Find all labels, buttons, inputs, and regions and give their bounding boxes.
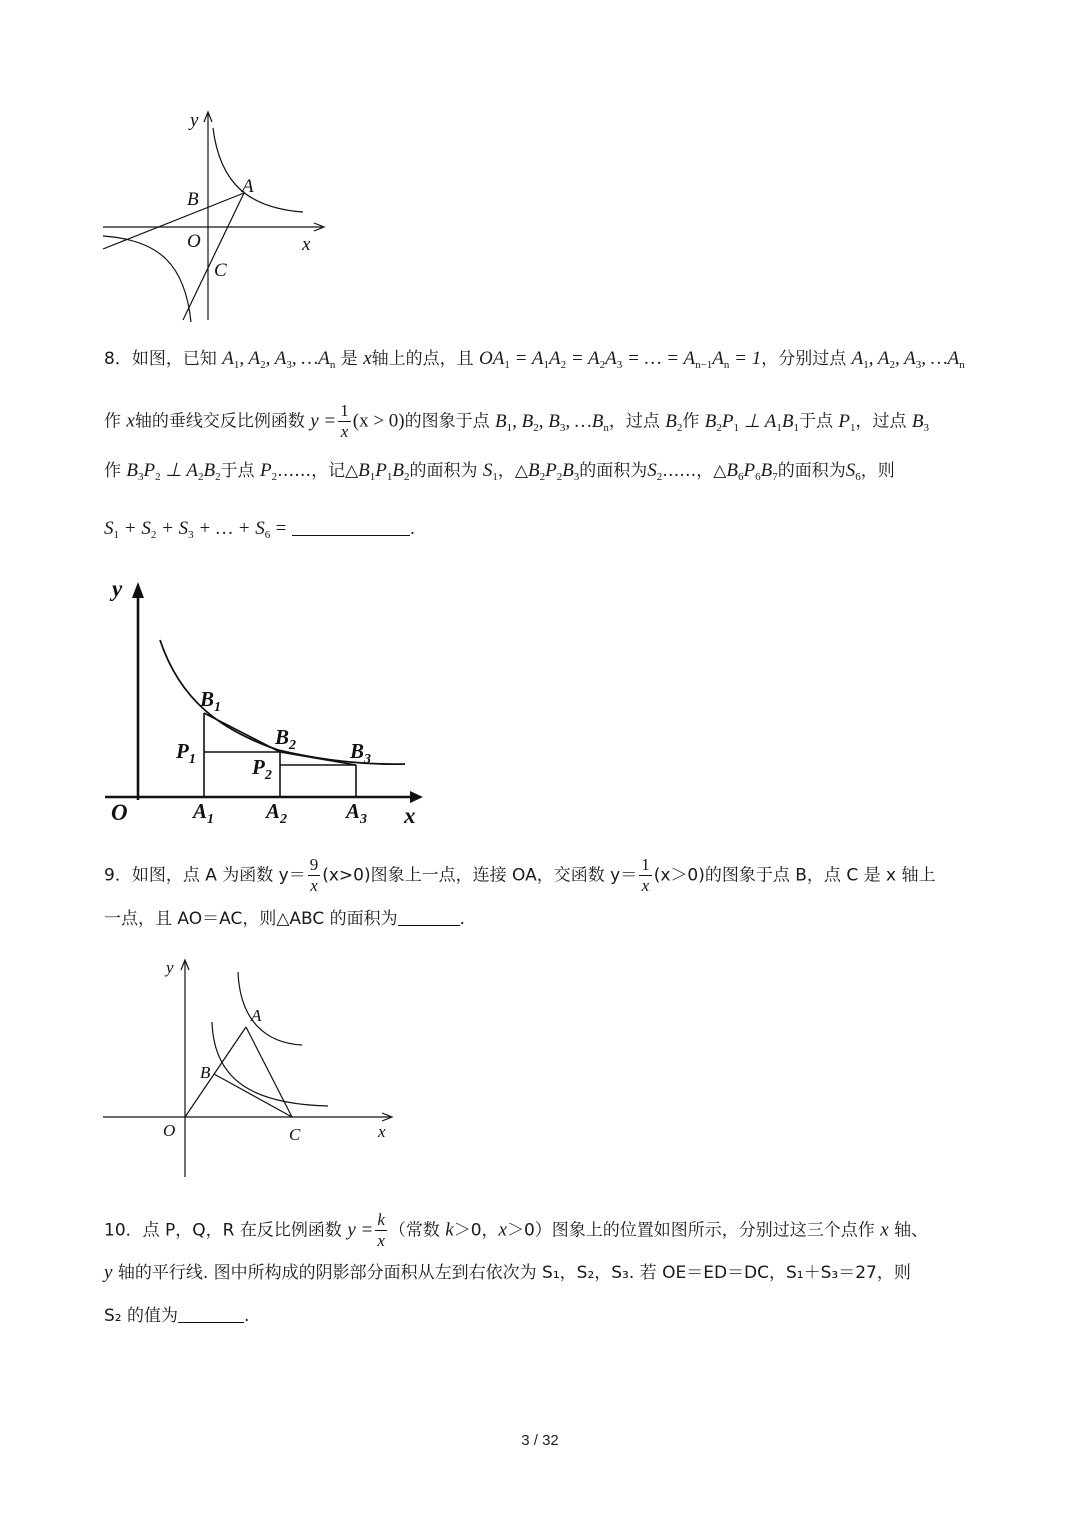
question-7-figure [96,110,336,326]
y-axis-arrow [132,582,144,598]
page-number: 3 / 32 [521,1432,559,1449]
line-ac [103,193,244,249]
q9-line-1: 9．如图，点 A 为函数 y＝ $\frac{9}{x}$ (x>0)图象上一点，连接 OA，交函数 y＝ $\frac{1}{x}$ (x＞0)的图象于点 B，点 C 是 x 轴上 [104,855,936,895]
answer-blank [292,519,410,536]
fig9-label-a: A [251,1006,262,1025]
fraction-k-over-x: $\frac{k}{x}$ [377,1210,385,1250]
answer-blank [398,909,460,926]
q10-line-3: S₂ 的值为 . [104,1306,250,1326]
fig8-label-b1: B [200,687,215,711]
fig8-label-a2: A [266,799,281,823]
segment-oa [185,1027,246,1117]
fig7-label-b: B [187,189,199,210]
fig8-label-a1: A [193,799,208,823]
fig9-label-b: B [200,1063,211,1082]
fig8-label-a3: A [346,799,361,823]
fraction-1-over-x: $\frac{1}{x}$ [641,855,650,895]
svg-text:A1: $A_1$ [193,799,215,827]
question-8-figure [98,570,428,830]
q8-line-3: 作 $B_3P_2$ ⊥ $A_2B_2$于点 $P_2\dots\dots$，记$\triangle B_1P_1B_2$的面积为 $S_1$，$\triangle B_2P_2B_3$的面积为$S_2\dots\dots$，$\triangle B_6P_6B_7$的面积为$S_6$，则 [104,460,895,483]
hyperbola-branch-lower [103,236,191,322]
q8-line-4: $S_1 + S_2 + S_3$ + … + $S_6$ = . [104,518,416,541]
x-axis-arrow [410,791,423,803]
fig7-label-a: A [242,176,254,197]
svg-text:P1: $P_1$ [176,739,196,767]
fig9-label-o: O [163,1121,176,1140]
segment-ac [246,1027,292,1117]
segment-b2-b3 [280,752,356,765]
svg-text:B2: $B_2$ [275,725,297,753]
segment-bc [214,1074,292,1117]
fraction-1-over-x: $\frac{1}{x}$ [340,401,349,441]
answer-blank [178,1306,244,1323]
segment-b1-b2 [204,713,280,752]
fig9-label-x: x [378,1122,386,1141]
curve-9-over-x [238,972,302,1045]
fig8-label-x: x [404,803,416,828]
fig7-label-c: C [214,260,227,281]
question-9-figure [98,955,398,1180]
fig8-label-p1: P [176,739,189,763]
q9-line-2: 一点，且 AO＝AC，则△ABC 的面积为 . [104,909,466,929]
line-ca [183,193,244,320]
fig8-label-o: O [111,800,128,825]
fig8-label-y: y [112,576,123,601]
fig9-label-c: C [289,1125,301,1144]
fig8-label-p2: P [252,755,265,779]
q8-line-2: 作 x轴的垂线交反比例函数 y = $\frac{1}{x}$ (x > 0)的图象于点 $B_1$, $B_2$, $B_3$, $\dots B_n$，过点 $B_2$作 $B_2P_1$ ⊥ $A_1B_1$于点 $P_1$，过点 $B_3$ [104,401,929,441]
svg-text:P2: $P_2$ [252,755,272,783]
fraction-9-over-x: $\frac{9}{x}$ [309,855,319,895]
q10-line-1: 10．点 P，Q，R 在反比例函数 y = $\frac{k}{x}$ （常数 k＞0，x＞0）图象上的位置如图所示，分别过这三个点作 x 轴、 [104,1210,929,1250]
q8-line-1: 8．如图，已知 $A_1$, $A_2$, $A_3$, $\dots A_n$ 是 x轴上的点，且 $OA_1 = A_1A_2 = A_2A_3$ = … = $A_{n-1}A_n = 1$，分别过点 $A_1$, $A_2$, $A_3$, $\dots A_n$ [104,348,965,371]
svg-text:B3: $B_3$ [350,739,372,767]
fig9-label-y: y [166,958,174,977]
q10-line-2: y 轴的平行线. 图中所构成的阴影部分面积从左到右依次为 S₁，S₂，S₃. 若 OE＝ED＝DC，S₁＋S₃＝27，则 [104,1262,911,1283]
fig7-label-o: O [187,231,201,252]
fig8-label-b2: B [275,725,290,749]
fig7-label-y: y [190,110,199,131]
fig7-label-x: x [302,234,311,255]
curve-1-over-x [212,1022,328,1106]
svg-text:A2: $A_2$ [266,799,288,827]
svg-text:B1: $B_1$ [200,687,222,715]
fig8-label-b3: B [350,739,365,763]
svg-text:A3: $A_3$ [346,799,368,827]
